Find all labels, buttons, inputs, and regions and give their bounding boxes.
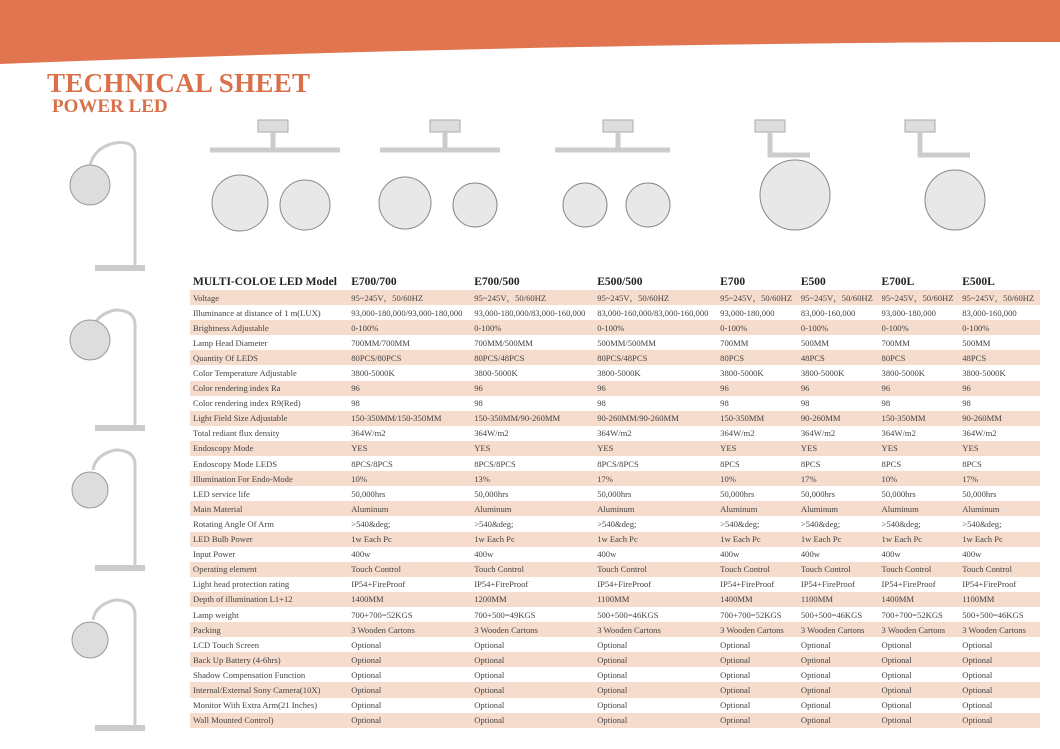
cell-value: Optional [597,700,628,711]
row-label: Illuminance at distance of 1 m(LUX) [193,307,321,318]
cell-value: 150-350MM [717,411,798,426]
cell-value: 0-100% [959,320,1040,335]
cell-value: IP54+FireProof [800,579,855,590]
cell-value: 50,000hrs [474,488,509,499]
cell-value: 3 Wooden Cartons [959,622,1040,637]
cell-value: Optional [348,682,471,697]
cell-value: Optional [474,669,505,680]
cell-value: 80PCS/80PCS [348,350,471,365]
row-label: Endoscopy Mode LEDS [193,458,278,469]
cell-value: 17% [594,471,717,486]
cell-value: 1400MM [348,592,471,607]
cell-value: Aluminum [348,501,471,516]
table-row [190,305,1040,320]
table-row [190,441,1040,456]
row-label: Lamp weight [193,609,239,620]
cell-value: YES [348,441,471,456]
cell-value: >540&deg; [800,518,841,529]
table-row [190,698,1040,713]
cell-value: Optional [962,639,993,650]
row-label: Depth of illumination L1+12 [190,592,348,607]
cell-value: Aluminum [594,501,717,516]
cell-value: Optional [798,713,879,728]
cell-value: 0-100% [717,320,798,335]
cell-value: 90-260MM/90-260MM [594,411,717,426]
page-subtitle: POWER LED [52,96,168,117]
row-label: Lamp Head Diameter [193,337,268,348]
cell-value: Optional [798,652,879,667]
cell-value: Optional [962,669,993,680]
cell-value: 0-100% [879,320,960,335]
cell-value: 83,000-160,000 [800,307,856,318]
cell-value: 83,000-160,000 [962,307,1017,318]
cell-value: Optional [471,713,594,728]
cell-value: 8PCS [720,458,740,469]
cell-value: Optional [348,713,471,728]
cell-value: IP54+FireProof [962,579,1017,590]
cell-value: 8PCS/8PCS [474,458,516,469]
cell-value: 400w [962,549,982,560]
cell-value: IP54+FireProof [720,579,775,590]
cell-value: Aluminum [879,501,960,516]
cell-value: 95~245V，50/60HZ [959,290,1040,305]
cell-value: 50,000hrs [720,488,755,499]
cell-value: 48PCS [798,350,879,365]
table-row [190,350,1040,365]
cell-value: 364W/m2 [881,428,916,439]
cell-value: Optional [348,652,471,667]
cell-value: Optional [879,713,960,728]
table-row [190,577,1040,592]
cell-value: 96 [717,381,798,396]
cell-value: Optional [594,713,717,728]
table-row [190,547,1040,562]
cell-value: 80PCS/48PCS [471,350,594,365]
row-label: Voltage [190,290,348,305]
cell-value: 500+500=46KGS [800,609,863,620]
cell-value: Optional [720,700,751,711]
cell-value: 96 [471,381,594,396]
table-row [190,486,1040,501]
table-row [190,381,1040,396]
cell-value: 500+500=46KGS [597,609,659,620]
cell-value: Optional [471,652,594,667]
cell-value: Optional [351,700,382,711]
cell-value: 3 Wooden Cartons [471,622,594,637]
cell-value: >540&deg; [881,518,921,529]
row-label: Packing [190,622,348,637]
cell-value: Optional [959,652,1040,667]
cell-value: 3 Wooden Cartons [594,622,717,637]
table-row [190,607,1040,622]
row-label: Total rediant flux density [193,428,280,439]
cell-value: 8PCS/8PCS [597,458,639,469]
column-header: E700/700 [351,276,397,288]
cell-value: 8PCS/8PCS [351,458,393,469]
row-label: Endoscopy Mode [190,441,348,456]
table-row [190,290,1040,305]
cell-value: Optional [798,682,879,697]
row-label: Light Field Size Adjustable [190,411,348,426]
cell-value: Optional [351,669,382,680]
cell-value: >540&deg; [351,518,391,529]
cell-value: 17% [959,471,1040,486]
cell-value: 1w Each Pc [959,532,1040,547]
spec-table [190,274,1040,728]
cell-value: 98 [351,398,360,409]
cell-value: Optional [471,682,594,697]
cell-value: 98 [962,398,971,409]
cell-value: 700+700=52KGS [720,609,782,620]
cell-value: Touch Control [471,562,594,577]
cell-value: Optional [800,669,831,680]
cell-value: 3800-5000K [474,368,518,379]
cell-value: Optional [717,713,798,728]
cell-value: YES [879,441,960,456]
cell-value: 50,000hrs [597,488,632,499]
cell-value: Touch Control [348,562,471,577]
cell-value: >540&deg; [474,518,514,529]
row-label: Light head protection rating [193,579,290,590]
cell-value: YES [959,441,1040,456]
row-label: Color Temperature Adjustable [193,368,297,379]
cell-value: 150-350MM [879,411,960,426]
cell-value: 0-100% [798,320,879,335]
table-row [190,516,1040,531]
cell-value: Touch Control [594,562,717,577]
cell-value: 364W/m2 [351,428,386,439]
header-banner [0,0,1060,70]
cell-value: 3800-5000K [962,368,1006,379]
row-label: Wall Mounted Control) [190,713,348,728]
column-header: E500L [962,276,995,288]
cell-value: 80PCS/48PCS [594,350,717,365]
row-label: Back Up Battery (4-6hrs) [190,652,348,667]
cell-value: 48PCS [959,350,1040,365]
cell-value: 3 Wooden Cartons [798,622,879,637]
cell-value: 95~245V，50/60HZ [594,290,717,305]
cell-value: 1100MM [798,592,879,607]
cell-value: 93,000-180,000 [881,307,936,318]
cell-value: Aluminum [959,501,1040,516]
cell-value: 98 [800,398,810,409]
cell-value: 50,000hrs [881,488,916,499]
cell-value: 96 [879,381,960,396]
cell-value: 400w [597,549,617,560]
cell-value: 96 [348,381,471,396]
table-row [190,365,1040,380]
cell-value: 3 Wooden Cartons [879,622,960,637]
cell-value: YES [717,441,798,456]
row-label: Internal/External Sony Camera(10X) [190,682,348,697]
cell-value: 8PCS [881,458,902,469]
cell-value: Optional [800,700,831,711]
cell-value: Optional [351,639,382,650]
cell-value: Touch Control [798,562,879,577]
cell-value: 95~245V，50/60HZ [717,290,798,305]
cell-value: IP54+FireProof [351,579,406,590]
table-row [190,456,1040,471]
cell-value: Touch Control [717,562,798,577]
table-row [190,682,1040,697]
row-label: LCD Touch Screen [193,639,260,650]
cell-value: 1200MM [471,592,594,607]
cell-value: 364W/m2 [800,428,836,439]
cell-value: Optional [597,639,628,650]
cell-value: 364W/m2 [720,428,755,439]
column-header: E500/500 [597,276,643,288]
cell-value: Aluminum [717,501,798,516]
cell-value: 13% [471,471,594,486]
cell-value: 700MM [720,337,749,348]
cell-value: 364W/m2 [962,428,997,439]
cell-value: 0-100% [594,320,717,335]
page-title: TECHNICAL SHEET [47,68,311,98]
cell-value: 364W/m2 [474,428,509,439]
cell-value: 17% [798,471,879,486]
cell-value: 400w [881,549,901,560]
row-label: Quantity Of LEDS [190,350,348,365]
cell-value: 83,000-160,000/83,000-160,000 [597,307,709,318]
cell-value: Aluminum [471,501,594,516]
cell-value: 364W/m2 [597,428,632,439]
cell-value: 1100MM [959,592,1040,607]
cell-value: 98 [881,398,891,409]
cell-value: 1w Each Pc [879,532,960,547]
cell-value: 10% [879,471,960,486]
cell-value: 3800-5000K [881,368,925,379]
table-row [190,411,1040,426]
row-label: Illumination For Endo-Mode [190,471,348,486]
cell-value: IP54+FireProof [474,579,529,590]
cell-value: YES [594,441,717,456]
cell-value: 95~245V，50/60HZ [348,290,471,305]
cell-value: IP54+FireProof [881,579,936,590]
cell-value: 400w [351,549,371,560]
cell-value: 8PCS [800,458,821,469]
row-label: Main Material [190,501,348,516]
cell-value: Optional [879,652,960,667]
cell-value: 400w [720,549,740,560]
cell-value: 700+700=52KGS [881,609,943,620]
table-row [190,652,1040,667]
row-label: LED service life [193,488,250,499]
cell-value: 3800-5000K [351,368,395,379]
table-header [190,274,1040,290]
cell-value: 1400MM [879,592,960,607]
cell-value: 3800-5000K [800,368,845,379]
cell-value: 50,000hrs [962,488,997,499]
cell-value: Optional [594,682,717,697]
column-header: E500 [800,276,826,288]
table-row [190,396,1040,411]
cell-value: Optional [881,639,912,650]
cell-value: 50,000hrs [351,488,386,499]
cell-value: Optional [720,639,751,650]
row-label: Monitor With Extra Arm(21 Inches) [193,700,318,711]
cell-value: Optional [881,700,912,711]
cell-value: Optional [800,639,831,650]
cell-value: 10% [717,471,798,486]
table-row [190,335,1040,350]
column-header: E700/500 [474,276,520,288]
cell-value: 700MM [881,337,910,348]
column-header: E700L [881,276,915,288]
row-label: Color rendering index R9(Red) [193,398,301,409]
cell-value: Optional [474,700,505,711]
cell-value: Touch Control [959,562,1040,577]
cell-value: >540&deg; [962,518,1002,529]
cell-value: Optional [720,669,751,680]
cell-value: 150-350MM/150-350MM [348,411,471,426]
cell-value: Optional [959,713,1040,728]
cell-value: 80PCS [717,350,798,365]
table-row [190,713,1040,728]
row-label: LED Bulb Power [190,532,348,547]
row-label: Operating element [190,562,348,577]
cell-value: 3 Wooden Cartons [717,622,798,637]
cell-value: 98 [720,398,729,409]
cell-value: Optional [474,639,505,650]
cell-value: IP54+FireProof [597,579,652,590]
cell-value: 96 [959,381,1040,396]
cell-value: Optional [717,652,798,667]
cell-value: 80PCS [879,350,960,365]
cell-value: YES [471,441,594,456]
table-row [190,637,1040,652]
table-row [190,320,1040,335]
cell-value: Optional [881,669,912,680]
cell-value: YES [798,441,879,456]
cell-value: 700+700=52KGS [351,609,413,620]
cell-value: 1100MM [594,592,717,607]
cell-value: 1w Each Pc [348,532,471,547]
cell-value: 1w Each Pc [471,532,594,547]
cell-value: Optional [594,652,717,667]
cell-value: 500MM [800,337,830,348]
cell-value: Optional [962,700,993,711]
cell-value: 500MM [962,337,991,348]
cell-value: 90-260MM [798,411,879,426]
table-row [190,501,1040,516]
column-header: MULTI-COLOE LED Model [193,276,337,288]
cell-value: 1w Each Pc [717,532,798,547]
cell-value: 1w Each Pc [594,532,717,547]
table-row [190,426,1040,441]
cell-value: 150-350MM/90-260MM [471,411,594,426]
row-label: Color rendering index Ra [190,381,348,396]
cell-value: 98 [597,398,606,409]
cell-value: 400w [474,549,494,560]
row-label: Rotating Angle Of Arm [193,518,274,529]
cell-value: 500MM/500MM [597,337,656,348]
cell-value: 700+500=49KGS [474,609,536,620]
table-row [190,471,1040,486]
mobile-lamp-images [55,125,155,745]
row-label: Input Power [193,549,236,560]
cell-value: 95~245V，50/60HZ [471,290,594,305]
column-header: E700 [720,276,746,288]
cell-value: 93,000-180,000 [720,307,775,318]
table-row [190,667,1040,682]
cell-value: Optional [597,669,628,680]
table-row [190,622,1040,637]
cell-value: 93,000-180,000/83,000-160,000 [474,307,586,318]
cell-value: 98 [474,398,483,409]
cell-value: 0-100% [471,320,594,335]
cell-value: Optional [959,682,1040,697]
cell-value: 95~245V，50/60HZ [879,290,960,305]
table-row [190,532,1040,547]
cell-value: 10% [348,471,471,486]
cell-value: 95~245V，50/60HZ [798,290,879,305]
cell-value: 90-260MM [959,411,1040,426]
cell-value: 3800-5000K [720,368,764,379]
cell-value: 3 Wooden Cartons [348,622,471,637]
cell-value: >540&deg; [720,518,760,529]
cell-value: 96 [594,381,717,396]
ceiling-lamp-images [200,115,1060,235]
cell-value: Optional [717,682,798,697]
cell-value: 8PCS [962,458,982,469]
cell-value: 3800-5000K [597,368,641,379]
cell-value: 400w [800,549,820,560]
cell-value: 93,000-180,000/93,000-180,000 [351,307,463,318]
row-label: Brightness Adjustable [190,320,348,335]
cell-value: >540&deg; [597,518,637,529]
cell-value: 700MM/700MM [351,337,410,348]
cell-value: 500+500=46KGS [962,609,1024,620]
table-row [190,592,1040,607]
table-row [190,562,1040,577]
cell-value: 0-100% [348,320,471,335]
cell-value: 96 [798,381,879,396]
cell-value: 700MM/500MM [474,337,533,348]
cell-value: 50,000hrs [800,488,835,499]
cell-value: Optional [879,682,960,697]
cell-value: 1400MM [717,592,798,607]
cell-value: Touch Control [879,562,960,577]
cell-value: Aluminum [798,501,879,516]
cell-value: 1w Each Pc [798,532,879,547]
row-label: Shadow Compensation Function [193,669,306,680]
